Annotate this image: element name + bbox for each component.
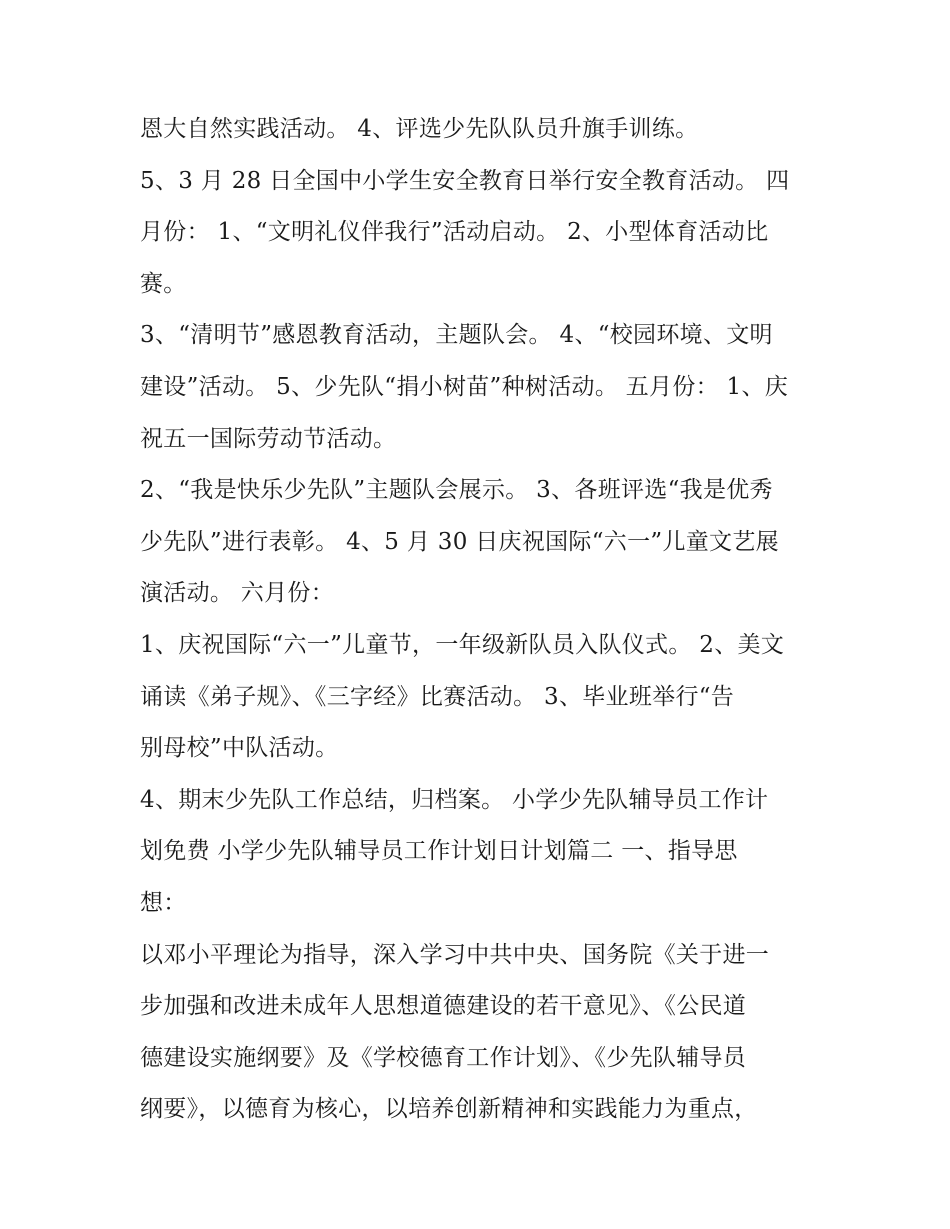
text-line: 划免费 小学少先队辅导员工作计划日计划篇二 一、指导思 bbox=[140, 838, 738, 865]
text-line: 演活动。 六月份： bbox=[140, 580, 335, 607]
text-line: 纲要》，以德育为核心，以培养创新精神和实践能力为重点， bbox=[140, 1096, 758, 1123]
text-line: 恩大自然实践活动。 4、评选少先队队员升旗手训练。 bbox=[140, 116, 699, 142]
text-line: 祝五一国际劳动节活动。 bbox=[140, 425, 397, 452]
text-line: 4、期末少先队工作总结，归档案。 小学少先队辅导员工作计 bbox=[140, 786, 769, 813]
text-line: 5、3 月 28 日全国中小学生安全教育日举行安全教育活动。 四 bbox=[140, 167, 790, 194]
text-line: 以邓小平理论为指导，深入学习中共中央、国务院《关于进一 bbox=[140, 941, 770, 968]
text-line: 诵读《弟子规》、《三字经》比赛活动。 3、毕业班举行“告 bbox=[140, 683, 735, 710]
text-line: 月份： 1、“文明礼仪伴我行”活动启动。 2、小型体育活动比 bbox=[140, 219, 769, 246]
document-body bbox=[140, 104, 830, 1136]
text-line: 少先队”进行表彰。 4、5 月 30 日庆祝国际“六一”儿童文艺展 bbox=[140, 528, 779, 555]
text-line: 赛。 bbox=[140, 270, 187, 297]
text-line: 别母校”中队活动。 bbox=[140, 735, 339, 762]
text-line: 2、“我是快乐少先队”主题队会展示。 3、各班评选“我是优秀 bbox=[140, 477, 773, 504]
text-line: 3、“清明节”感恩教育活动，主题队会。 4、“校园环境、文明 bbox=[140, 322, 773, 349]
text-line: 步加强和改进未成年人思想道德建设的若干意见》、《公民道 bbox=[140, 993, 747, 1020]
text-line: 想： bbox=[140, 889, 187, 916]
text-line: 建设”活动。 5、少先队“捐小树苗”种树活动。 五月份： 1、庆 bbox=[140, 373, 789, 400]
text-line: 1、庆祝国际“六一”儿童节，一年级新队员入队仪式。 2、美文 bbox=[140, 631, 785, 658]
text-line: 德建设实施纲要》及《学校德育工作计划》、《少先队辅导员 bbox=[140, 1044, 747, 1071]
